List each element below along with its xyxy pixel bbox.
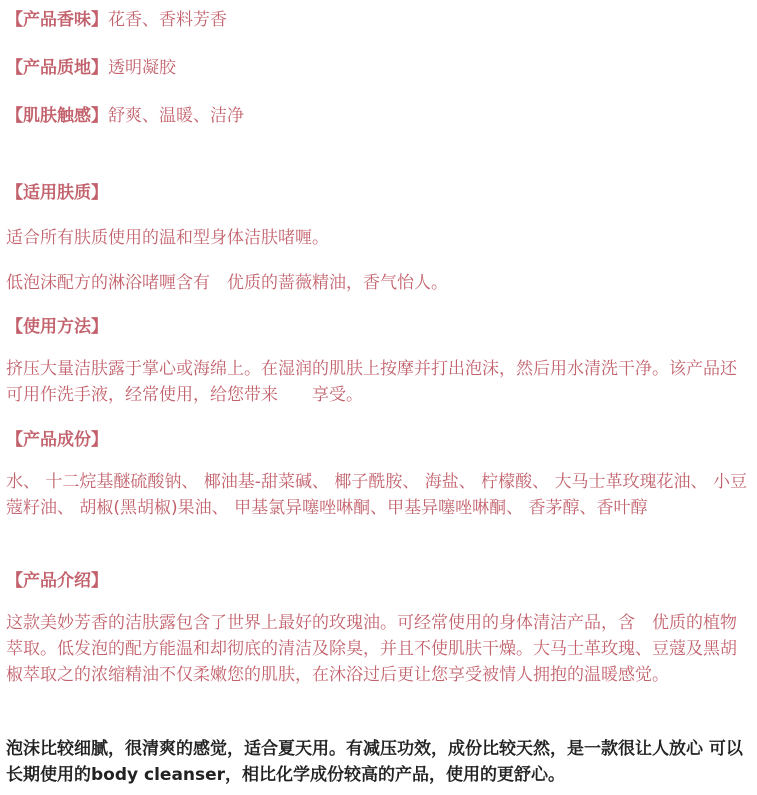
attribute-label: 【肌肤触感】 bbox=[6, 106, 108, 126]
usage-text: 挤压大量洁肤露于掌心或海绵上。在湿润的肌肤上按摩并打出泡沫，然后用水清洗干净。该产品还可用作洗手液，经常使用，给您带来 享受。 bbox=[6, 359, 737, 405]
attribute-value: 舒爽、温暖、洁净 bbox=[108, 106, 244, 126]
attribute-label: 【产品质地】 bbox=[6, 58, 108, 78]
intro-heading: 【产品介绍】 bbox=[6, 571, 108, 591]
attribute-value: 透明凝胶 bbox=[108, 58, 176, 78]
review-text: 泡沫比较细腻，很清爽的感觉，适合夏天用。有减压功效，成份比较天然，是一款很让人放心 可以长期使用的body cleanser，相比化学成份较高的产品，使用的更舒心。 bbox=[6, 739, 743, 785]
skin-type-heading: 【适用肤质】 bbox=[6, 183, 108, 203]
skin-type-line-1: 适合所有肤质使用的温和型身体洁肤啫喱。 bbox=[6, 228, 329, 248]
attribute-skin-feel bbox=[6, 106, 244, 126]
usage-heading: 【使用方法】 bbox=[6, 317, 108, 337]
skin-type-line-2: 低泡沫配方的淋浴啫喱含有 优质的蔷薇精油，香气怡人。 bbox=[6, 273, 448, 293]
ingredients-text: 水、 十二烷基醚硫酸钠、 椰油基-甜菜碱、 椰子酰胺、 海盐、 柠檬酸、 大马士革玫瑰花油、 小豆蔻籽油、 胡椒(黑胡椒)果油、 甲基氯异噻唑啉酮、甲基异噻唑啉酮、 香茅醇、香叶醇 bbox=[6, 472, 747, 518]
ingredients-heading: 【产品成份】 bbox=[6, 430, 108, 450]
attribute-texture bbox=[6, 58, 176, 78]
attribute-value: 花香、香料芳香 bbox=[108, 10, 227, 30]
attribute-label: 【产品香味】 bbox=[6, 10, 108, 30]
intro-text: 这款美妙芳香的洁肤露包含了世界上最好的玫瑰油。可经常使用的身体清洁产品，含 优质的植物萃取。低发泡的配方能温和却彻底的清洁及除臭，并且不使肌肤干燥。大马士革玫瑰、豆蔻及黑胡椒萃取之的浓缩精油不仅柔嫩您的肌肤，在沐浴过后更让您享受被情人拥抱的温暖感觉。 bbox=[6, 613, 737, 685]
attribute-scent bbox=[6, 10, 227, 30]
